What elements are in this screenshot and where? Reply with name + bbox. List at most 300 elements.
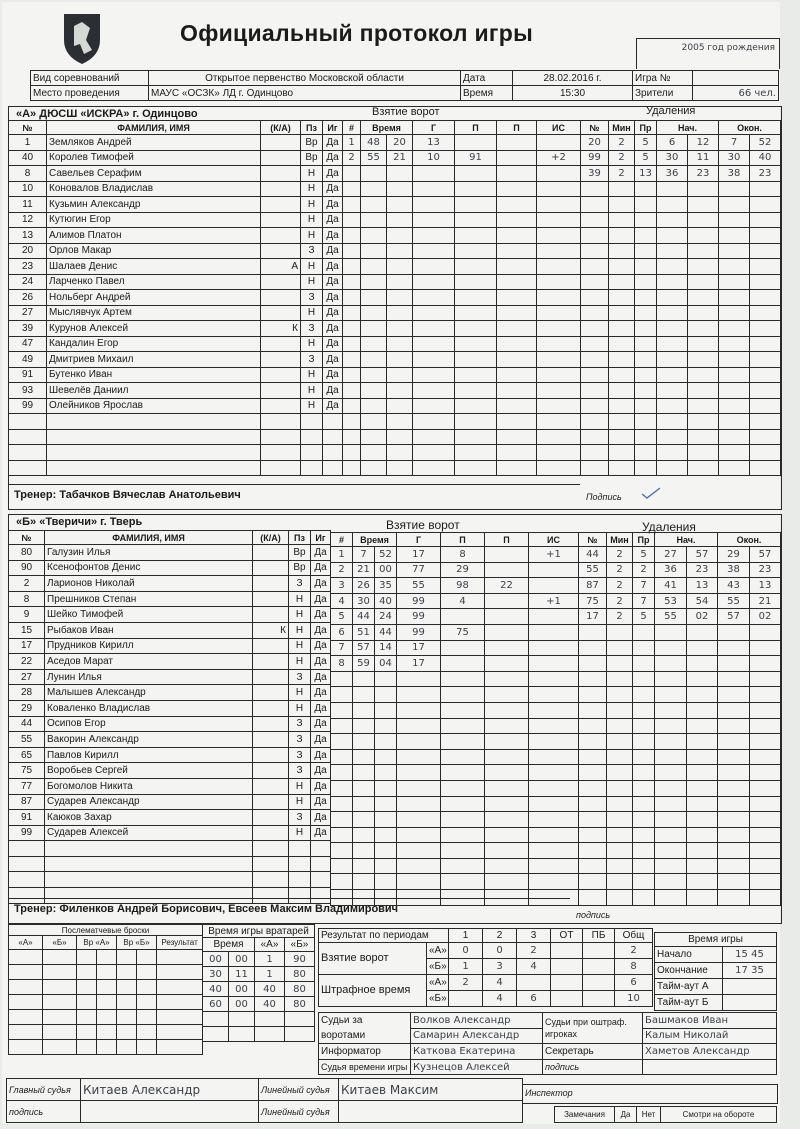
table-row <box>9 398 343 414</box>
goal-assist-1 <box>455 274 497 290</box>
penalty-end-sec <box>750 243 781 259</box>
goal-situation <box>537 212 581 228</box>
goal-second: 44 <box>375 624 397 640</box>
penalty-start-min: 36 <box>657 166 688 182</box>
goal-scorer <box>413 336 455 352</box>
penalty-end-sec <box>750 274 781 290</box>
player-position: Н <box>289 700 311 716</box>
goal-assist-2 <box>485 640 529 656</box>
goal-assist-1 <box>441 718 485 734</box>
col-name: ФАМИЛИЯ, ИМЯ <box>47 121 261 135</box>
penalty-start-min <box>657 445 688 461</box>
team-a-coach: Тренер: Табачков Вячеслав Анатольевич <box>14 489 241 501</box>
line-judge-2-value <box>339 1101 523 1123</box>
goal-assist-1 <box>441 827 485 843</box>
player-played: Да <box>311 607 331 623</box>
goal-assist-2 <box>485 593 529 609</box>
goal-second <box>375 765 397 781</box>
table-row <box>9 352 343 368</box>
penalty-reason <box>633 749 655 765</box>
penalty-minutes <box>609 367 635 383</box>
goal-scorer <box>413 398 455 414</box>
goal-assist-2 <box>497 383 537 399</box>
player-played: Да <box>311 669 331 685</box>
gk-team-b: 80 <box>285 997 315 1012</box>
goals-b-ot <box>551 959 583 975</box>
goal-situation <box>529 562 579 578</box>
goal-index <box>331 765 353 781</box>
table-row <box>581 150 781 166</box>
goal-assist-2 <box>497 150 537 166</box>
goal-assist-2 <box>485 718 529 734</box>
goal-assist-2 <box>497 321 537 337</box>
player-number <box>9 888 45 904</box>
table-row <box>581 305 781 321</box>
goal-minute <box>361 429 387 445</box>
chief-sign-label: подпись <box>7 1101 81 1123</box>
table-row <box>203 1027 315 1042</box>
penalty-end-min <box>718 843 750 859</box>
player-position: Н <box>289 607 311 623</box>
penalty-start-min <box>657 197 688 213</box>
penalty-player: 75 <box>579 593 607 609</box>
goal-assist-1: 4 <box>441 593 485 609</box>
player-name <box>45 872 253 888</box>
goal-index <box>331 749 353 765</box>
player-position: Н <box>289 622 311 638</box>
penalty-player <box>581 197 609 213</box>
goal-assist-2 <box>497 166 537 182</box>
penalty-start-sec <box>687 749 718 765</box>
player-name <box>47 429 261 445</box>
place-label: Место проведения <box>31 86 149 101</box>
player-played: Да <box>323 352 343 368</box>
col-goal-is: ИС <box>537 121 581 135</box>
penalty-start-sec: 57 <box>687 547 718 563</box>
goal-scorer <box>397 796 441 812</box>
goal-second: 24 <box>375 609 397 625</box>
player-name <box>47 414 261 430</box>
player-role <box>261 274 301 290</box>
penalty-end-min <box>718 749 750 765</box>
goal-second <box>375 702 397 718</box>
goal-minute <box>361 243 387 259</box>
gk-team-a <box>255 1027 285 1042</box>
goal-second <box>375 687 397 703</box>
col-pos: Пз <box>289 531 311 545</box>
penalty-start-sec <box>687 827 718 843</box>
player-role <box>261 135 301 151</box>
penalty-reason <box>635 398 657 414</box>
table-row <box>579 609 781 625</box>
penalty-reason <box>633 687 655 703</box>
player-number: 11 <box>9 197 47 213</box>
goal-assist-1: 29 <box>441 562 485 578</box>
player-number: 28 <box>9 685 45 701</box>
table-row <box>579 547 781 563</box>
goal-index: 2 <box>331 562 353 578</box>
goal-second <box>387 336 413 352</box>
player-played: Да <box>323 135 343 151</box>
table-row <box>9 654 331 670</box>
player-position: Н <box>301 383 323 399</box>
penalty-player <box>579 749 607 765</box>
goal-minute <box>353 671 375 687</box>
goal-second <box>387 367 413 383</box>
goal-assist-2 <box>485 734 529 750</box>
place-value: МАУС «ОСЗК» ЛД г. Одинцово <box>149 86 461 101</box>
table-row <box>579 640 781 656</box>
penalty-player <box>579 671 607 687</box>
table-row <box>581 383 781 399</box>
shootout-title: Послематчевые броски <box>9 925 203 936</box>
gk-second <box>229 1027 255 1042</box>
goal-minute <box>361 305 387 321</box>
goal-situation <box>529 765 579 781</box>
gk-minute: 00 <box>203 952 229 967</box>
goal-scorer <box>413 429 455 445</box>
penalty-end-sec <box>750 212 781 228</box>
pen-b-total: 10 <box>615 991 653 1007</box>
goal-scorer: 99 <box>397 624 441 640</box>
team-b-roster-table <box>8 530 331 904</box>
table-row <box>9 856 331 872</box>
player-played: Да <box>311 747 331 763</box>
goal-situation <box>529 734 579 750</box>
table-row <box>203 967 315 982</box>
penalty-start-sec <box>687 624 718 640</box>
goal-assist-1 <box>455 352 497 368</box>
player-name: Земляков Андрей <box>47 135 261 151</box>
goal-index <box>331 718 353 734</box>
table-row <box>9 166 343 182</box>
player-position: Н <box>289 825 311 841</box>
penalty-start-sec <box>688 336 719 352</box>
penalty-end-sec: 57 <box>750 547 781 563</box>
table-row <box>581 181 781 197</box>
player-name: Ксенофонтов Денис <box>45 560 253 576</box>
penalty-start-sec <box>688 429 719 445</box>
penalty-reason <box>635 228 657 244</box>
table-row <box>203 1012 315 1027</box>
table-row <box>9 336 343 352</box>
goal-situation <box>537 367 581 383</box>
penalty-start-min <box>655 858 687 874</box>
officials-table <box>318 1012 777 1075</box>
col-goal-p1: П <box>455 121 497 135</box>
table-row <box>579 858 781 874</box>
player-number: 80 <box>9 545 45 561</box>
penalty-end-sec <box>750 874 781 890</box>
goal-scorer <box>413 274 455 290</box>
penalty-end-sec <box>750 843 781 859</box>
goal-minute <box>353 812 375 828</box>
penalty-minutes <box>609 274 635 290</box>
table-row <box>581 460 781 476</box>
goal-index: 7 <box>331 640 353 656</box>
penalty-player <box>581 243 609 259</box>
penalty-end-min <box>719 181 750 197</box>
goal-second: 35 <box>375 578 397 594</box>
table-row <box>343 336 581 352</box>
penalty-end-min <box>719 228 750 244</box>
penalty-start-min <box>657 305 688 321</box>
penalty-minutes <box>609 414 635 430</box>
goal-situation <box>529 578 579 594</box>
penalty-start-sec <box>688 181 719 197</box>
remarks-see-back: Смотри на обороте <box>661 1107 777 1123</box>
penalty-minutes <box>607 796 633 812</box>
goal-scorer <box>413 166 455 182</box>
player-role <box>253 638 289 654</box>
penalty-end-sec <box>750 718 781 734</box>
player-number: 44 <box>9 716 45 732</box>
goal-scorer <box>413 243 455 259</box>
penalty-reason <box>633 765 655 781</box>
goal-assist-1 <box>455 135 497 151</box>
penalty-end-min <box>718 874 750 890</box>
player-number: 75 <box>9 763 45 779</box>
gk-col-time: Время <box>203 938 255 952</box>
penalty-reason: 5 <box>635 150 657 166</box>
player-name: Павлов Кирилл <box>45 747 253 763</box>
pen-a-p3 <box>517 975 551 991</box>
table-row <box>9 778 331 794</box>
time-value: 15:30 <box>513 86 633 101</box>
penalty-end-min <box>719 290 750 306</box>
player-number <box>9 872 45 888</box>
goal-minute: 48 <box>361 135 387 151</box>
goal-minute <box>361 212 387 228</box>
penalty-minutes <box>607 624 633 640</box>
penalty-start-sec: 54 <box>687 593 718 609</box>
goal-index <box>331 796 353 812</box>
player-role <box>253 794 289 810</box>
player-name: Кузьмин Александр <box>47 197 261 213</box>
goal-minute <box>361 352 387 368</box>
penalty-end-sec <box>750 687 781 703</box>
goal-scorer <box>397 780 441 796</box>
table-row <box>343 414 581 430</box>
goal-assist-2 <box>485 656 529 672</box>
penalty-player <box>581 259 609 275</box>
penalty-end-sec: 02 <box>750 609 781 625</box>
col-goal-p1: П <box>441 533 485 547</box>
goal-index: 1 <box>343 135 361 151</box>
goal-situation <box>529 780 579 796</box>
penalty-player <box>581 429 609 445</box>
goal-minute <box>361 445 387 461</box>
col-num: № <box>9 121 47 135</box>
table-row <box>9 888 331 904</box>
penalty-end-sec <box>750 398 781 414</box>
table-row <box>9 560 331 576</box>
table-row <box>581 367 781 383</box>
goal-minute <box>361 274 387 290</box>
goal-index <box>331 734 353 750</box>
player-number: 8 <box>9 166 47 182</box>
player-played <box>323 429 343 445</box>
goal-scorer <box>413 414 455 430</box>
penalty-reason: 5 <box>633 609 655 625</box>
player-played: Да <box>323 290 343 306</box>
table-row <box>581 398 781 414</box>
penalty-start-sec <box>688 460 719 476</box>
player-role <box>253 716 289 732</box>
table-row <box>343 150 581 166</box>
table-row <box>581 135 781 151</box>
per-col-1: 1 <box>449 929 483 943</box>
player-role <box>261 429 301 445</box>
goal-minute: 26 <box>353 578 375 594</box>
penalty-start-sec <box>687 702 718 718</box>
player-played <box>311 872 331 888</box>
penalty-end-sec <box>750 827 781 843</box>
goal-minute: 57 <box>353 640 375 656</box>
goal-second <box>387 460 413 476</box>
goal-index: 8 <box>331 656 353 672</box>
penalty-player <box>579 780 607 796</box>
goal-minute <box>353 749 375 765</box>
penalty-start-sec <box>687 890 718 906</box>
table-row <box>331 827 579 843</box>
table-row <box>9 274 343 290</box>
penalty-reason <box>635 336 657 352</box>
team-b-penalties-title: Удаления <box>642 520 696 534</box>
goalie-time-table <box>202 924 315 1042</box>
goal-situation <box>529 718 579 734</box>
penalty-end-min <box>719 259 750 275</box>
table-row <box>9 872 331 888</box>
penalty-start-sec <box>688 445 719 461</box>
player-number: 55 <box>9 732 45 748</box>
so-col-b: «Б» <box>43 936 77 950</box>
player-position: Н <box>289 685 311 701</box>
penalty-start-sec <box>688 321 719 337</box>
goal-assist-1 <box>441 858 485 874</box>
player-position <box>289 872 311 888</box>
goal-second: 20 <box>387 135 413 151</box>
penalty-end-sec: 40 <box>750 150 781 166</box>
player-role <box>253 872 289 888</box>
player-role <box>261 352 301 368</box>
goal-scorer <box>397 702 441 718</box>
goal-assist-1 <box>455 383 497 399</box>
goal-second <box>375 734 397 750</box>
goal-assist-1: 8 <box>441 547 485 563</box>
penalty-player <box>579 687 607 703</box>
penalty-minutes <box>607 718 633 734</box>
player-played: Да <box>323 228 343 244</box>
penalty-reason <box>633 827 655 843</box>
goal-judges-label: Судьи за воротами <box>319 1013 411 1044</box>
penalty-end-sec <box>750 414 781 430</box>
penalty-end-min <box>719 305 750 321</box>
goal-index <box>343 336 361 352</box>
table-row <box>343 290 581 306</box>
table-row <box>203 982 315 997</box>
goal-situation <box>537 259 581 275</box>
team-a-goals-table <box>342 120 581 476</box>
goal-minute <box>361 228 387 244</box>
penalty-start-sec: 23 <box>688 166 719 182</box>
penalty-end-sec <box>750 858 781 874</box>
goal-situation <box>537 243 581 259</box>
penalty-start-min <box>657 367 688 383</box>
penalty-reason <box>633 858 655 874</box>
gk-minute <box>203 1012 229 1027</box>
team-a-sign-label: Подпись <box>586 492 622 502</box>
player-name: Дмитриев Михаил <box>47 352 261 368</box>
goal-minute <box>353 687 375 703</box>
goal-index <box>343 274 361 290</box>
goal-assist-2 <box>485 687 529 703</box>
player-played: Да <box>311 794 331 810</box>
goal-situation <box>537 429 581 445</box>
penalty-start-min <box>657 352 688 368</box>
penalty-minutes <box>607 702 633 718</box>
table-row <box>579 827 781 843</box>
penalty-start-min <box>657 259 688 275</box>
penalty-end-min <box>718 734 750 750</box>
penalty-start-min <box>655 702 687 718</box>
goal-assist-1 <box>441 687 485 703</box>
goal-assist-2: 22 <box>485 578 529 594</box>
signature-check-icon <box>640 486 662 500</box>
penalty-start-min: 55 <box>655 609 687 625</box>
table-row <box>331 858 579 874</box>
goal-situation: +2 <box>537 150 581 166</box>
goal-second <box>387 259 413 275</box>
gk-col-b: «Б» <box>285 938 315 952</box>
goal-assist-2 <box>485 796 529 812</box>
penalty-start-min <box>655 656 687 672</box>
goal-situation: +1 <box>529 547 579 563</box>
penalty-end-min <box>719 352 750 368</box>
club-shield-logo-icon <box>60 10 104 66</box>
goal-assist-1 <box>455 460 497 476</box>
col-goal-g: Г <box>397 533 441 547</box>
col-goal-is: ИС <box>529 533 579 547</box>
goal-scorer: 10 <box>413 150 455 166</box>
goal-index <box>331 812 353 828</box>
goal-assist-2 <box>485 671 529 687</box>
spect-label: Зрители <box>633 86 693 101</box>
shootout-table <box>8 924 203 1055</box>
table-row <box>9 732 331 748</box>
player-played: Да <box>311 576 331 592</box>
penalty-end-sec <box>750 305 781 321</box>
penalty-start-sec: 23 <box>687 562 718 578</box>
penalty-start-sec <box>688 290 719 306</box>
penalty-minutes <box>609 197 635 213</box>
game-label: Игра № <box>633 71 693 86</box>
goal-second <box>387 321 413 337</box>
goal-minute <box>353 827 375 843</box>
penalty-reason <box>633 734 655 750</box>
penalty-end-min <box>719 243 750 259</box>
referees-table <box>6 1078 523 1123</box>
goal-assist-1 <box>441 734 485 750</box>
penalty-player: 99 <box>581 150 609 166</box>
penalty-start-min: 36 <box>655 562 687 578</box>
goal-assist-1: 75 <box>441 624 485 640</box>
penalty-start-min <box>657 212 688 228</box>
col-pen-pr: Пр <box>633 533 655 547</box>
table-row <box>9 576 331 592</box>
table-row <box>9 367 343 383</box>
penalty-player <box>579 718 607 734</box>
